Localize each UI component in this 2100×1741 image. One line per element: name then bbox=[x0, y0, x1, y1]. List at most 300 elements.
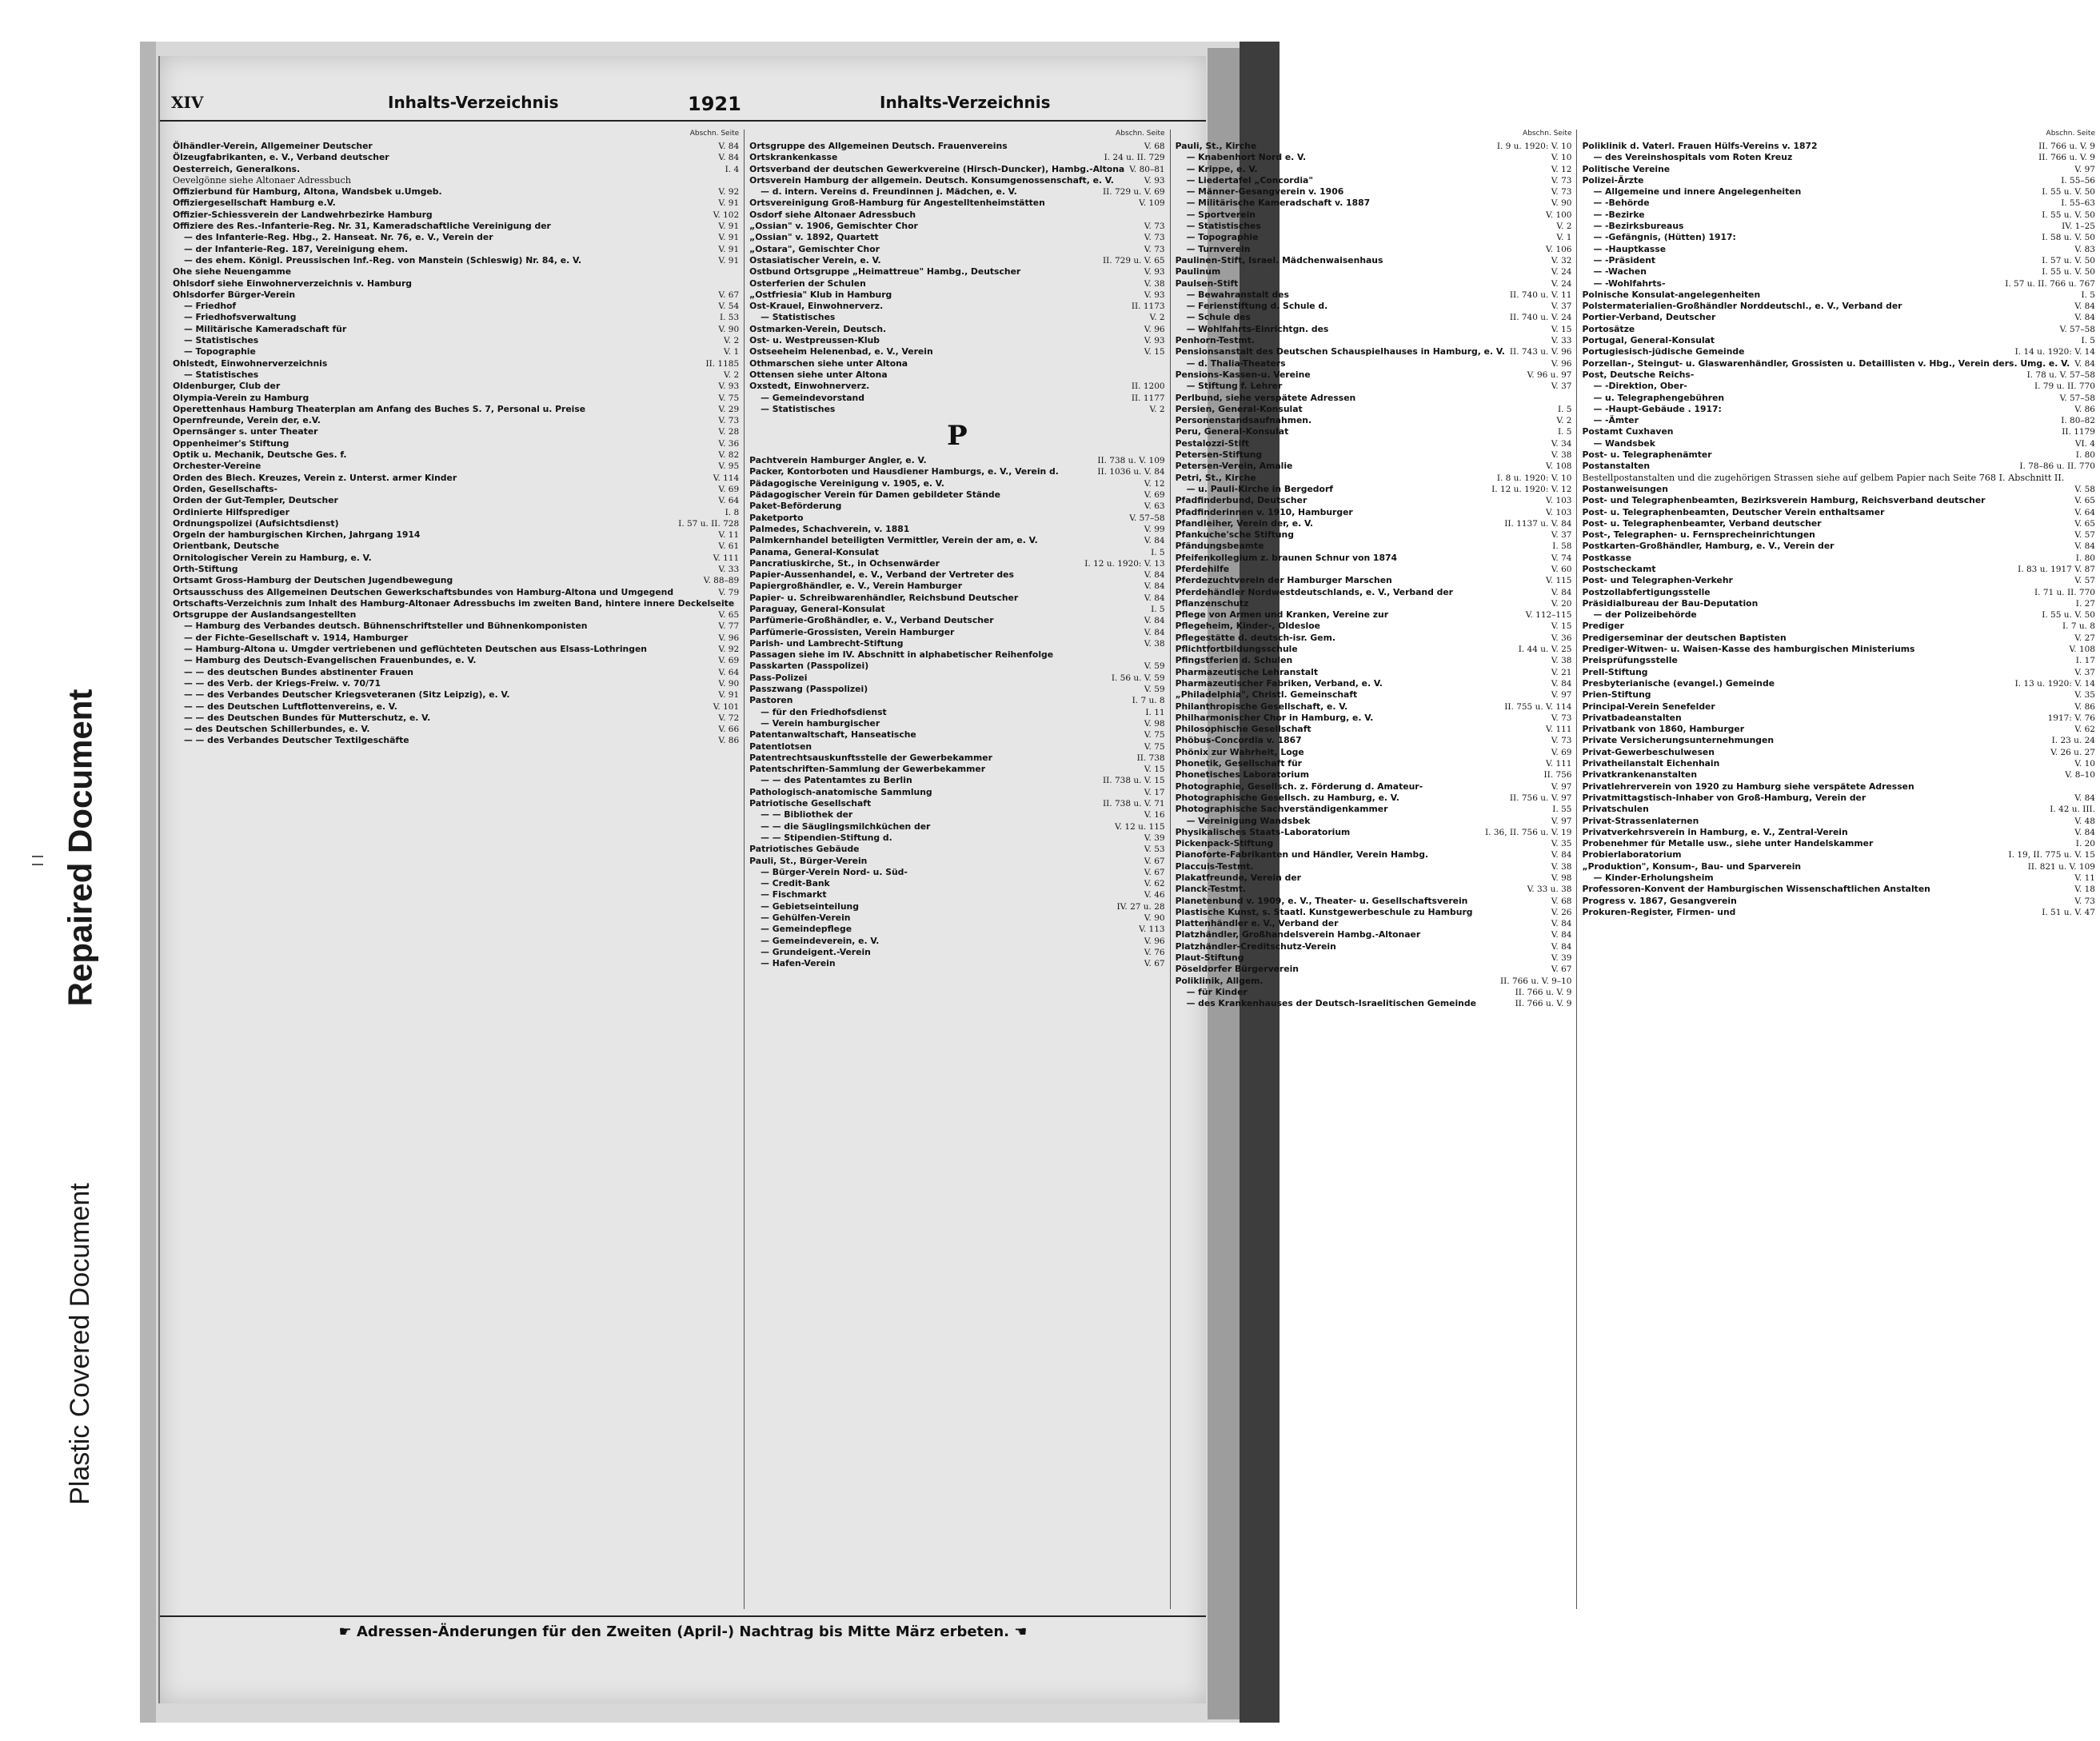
entry-text: Oxstedt, Einwohnerverz. bbox=[749, 381, 870, 392]
entry-reference: 1917: V. 76 bbox=[2047, 713, 2095, 723]
entry-reference: V. 103 bbox=[1546, 507, 1572, 517]
index-entry bbox=[1582, 678, 2095, 689]
index-entry bbox=[1582, 621, 2095, 632]
entry-reference: I. 78–86 u. II. 770 bbox=[2019, 461, 2095, 472]
entry-text: — Friedhof bbox=[184, 301, 237, 312]
index-entry bbox=[749, 889, 1164, 900]
index-entry bbox=[173, 141, 739, 152]
entry-reference: V. 24 bbox=[1551, 278, 1572, 289]
index-entry bbox=[1176, 404, 1572, 415]
entry-reference: I. 83 u. 1917 V. 87 bbox=[2018, 564, 2095, 574]
index-entry bbox=[749, 210, 1164, 221]
entry-reference: I. 5 bbox=[1557, 427, 1572, 437]
entry-text: — — des Verbandes Deutscher Textilgeschäfte bbox=[184, 735, 409, 746]
index-entry bbox=[749, 290, 1164, 301]
entry-text: — Friedhofsverwaltung bbox=[184, 312, 297, 323]
index-entry bbox=[173, 598, 739, 609]
index-entry bbox=[1582, 221, 2095, 232]
entry-text: Patentlotsen bbox=[749, 741, 812, 752]
index-entry bbox=[1176, 198, 1572, 209]
index-columns bbox=[168, 130, 2095, 1609]
index-entry bbox=[1176, 415, 1572, 426]
index-entry bbox=[1582, 415, 2095, 426]
entry-reference: V. 37 bbox=[2074, 667, 2095, 677]
entry-reference: IV. 1–25 bbox=[2062, 222, 2095, 232]
entry-text: Probenehmer für Metalle usw., siehe unter Handelskammer bbox=[1582, 838, 1874, 849]
entry-text: Planck-Testmt. bbox=[1175, 884, 1247, 895]
entry-text: Phonetisches Laboratorium bbox=[1175, 769, 1309, 781]
entry-text: Portosätze bbox=[1582, 323, 1635, 334]
index-entry bbox=[1582, 598, 2095, 609]
entry-text: Plattenhändler e. V., Verband der bbox=[1175, 918, 1339, 929]
entry-text: Postkasse bbox=[1582, 552, 1632, 563]
entry-text: — Topographie bbox=[1186, 232, 1259, 243]
document-page bbox=[158, 56, 2095, 1703]
entry-reference: I. 55–56 bbox=[2061, 175, 2095, 186]
index-entry bbox=[173, 667, 739, 678]
entry-reference: V. 62 bbox=[1144, 879, 1165, 889]
entry-reference: I. 55 u. V. 50 bbox=[2042, 187, 2095, 198]
entry-reference: V. 113 bbox=[1139, 924, 1165, 935]
entry-text: Passkarten (Passpolizei) bbox=[749, 661, 869, 672]
index-entry bbox=[173, 564, 739, 575]
index-entry bbox=[749, 947, 1164, 958]
entry-text: Opernsänger s. unter Theater bbox=[173, 426, 318, 437]
index-entry bbox=[749, 821, 1164, 833]
entry-reference: V. 17 bbox=[1144, 787, 1165, 797]
entry-text: Pferdezuchtverein der Hamburger Marschen bbox=[1175, 575, 1392, 586]
entry-reference: I. 55 u. V. 50 bbox=[2042, 610, 2095, 621]
index-entry bbox=[173, 609, 739, 621]
entry-reference: V. 84 bbox=[2074, 827, 2095, 837]
index-entry bbox=[1176, 701, 1572, 713]
entry-reference: II. 729 u. V. 69 bbox=[1103, 187, 1165, 198]
index-entry bbox=[1582, 724, 2095, 735]
index-entry bbox=[749, 255, 1164, 266]
entry-text: Operettenhaus Hamburg Theaterplan am Anfang des Buches S. 7, Personal u. Preise bbox=[173, 403, 586, 414]
entry-text: — des Vereinshospitals vom Roten Kreuz bbox=[1593, 152, 1793, 163]
entry-text: Pfingstferien d. Schulen bbox=[1175, 655, 1293, 666]
entry-text: Pflegestätte d. deutsch-isr. Gem. bbox=[1175, 632, 1335, 643]
entry-reference: V. 2 bbox=[1149, 313, 1165, 323]
entry-text: — Allgemeine und innere Angelegenheiten bbox=[1593, 186, 1802, 198]
entry-reference: V. 100 bbox=[1546, 210, 1572, 220]
entry-text: — Topographie bbox=[184, 346, 256, 357]
index-entry bbox=[1582, 255, 2095, 266]
entry-text: Offiziere des Res.-Infanterie-Reg. Nr. 31, Kameradschaftliche Vereinigung der bbox=[173, 221, 551, 232]
entry-reference: II. 738 u. V. 109 bbox=[1097, 456, 1165, 466]
entry-text: Privatverkehrsverein in Hamburg, e. V., Zentral-Verein bbox=[1582, 826, 1848, 837]
entry-text: Ornitologischer Verein zu Hamburg, e. V. bbox=[173, 552, 372, 563]
entry-text: Oevelgönne siehe Altonaer Adressbuch bbox=[173, 174, 351, 186]
index-entry bbox=[173, 518, 739, 529]
entry-reference: V. 46 bbox=[1144, 890, 1165, 900]
index-entry bbox=[1582, 689, 2095, 701]
entry-reference: V. 21 bbox=[1551, 667, 1572, 677]
index-entry bbox=[1176, 438, 1572, 449]
entry-reference: I. 57 u. V. 50 bbox=[2042, 255, 2095, 266]
entry-reference: II. 740 u. V. 11 bbox=[1509, 290, 1572, 300]
index-entry bbox=[1582, 633, 2095, 644]
header-title-left: Inhalts-Verzeichnis bbox=[388, 93, 559, 112]
entry-text: Prell-Stiftung bbox=[1582, 666, 1648, 677]
index-entry bbox=[1582, 907, 2095, 918]
entry-text: — Statistisches bbox=[761, 403, 836, 414]
index-entry bbox=[1176, 598, 1572, 609]
entry-reference: V. 53 bbox=[1144, 845, 1165, 855]
entry-text: — des Krankenhauses der Deutsch-Israelitischen Gemeinde bbox=[1186, 998, 1476, 1009]
entry-reference: I. 58 bbox=[1552, 541, 1572, 552]
entry-reference: V. 84 bbox=[1144, 581, 1165, 592]
entry-reference: V. 26 u. 27 bbox=[2050, 747, 2095, 757]
entry-text: Packer, Kontorboten und Hausdiener Hamburgs, e. V., Verein d. bbox=[749, 466, 1059, 477]
entry-reference: V. 54 bbox=[718, 301, 740, 312]
index-entry bbox=[749, 152, 1164, 163]
index-entry bbox=[1176, 426, 1572, 437]
entry-text: „Produktion", Konsum-, Bau- und Sparverein bbox=[1582, 861, 1802, 872]
entry-text: — -Haupt-Gebäude . 1917: bbox=[1593, 403, 1722, 414]
entry-reference: I. 57 u. II. 728 bbox=[678, 518, 740, 529]
index-entry bbox=[1176, 518, 1572, 529]
entry-text: Phonetik, Gesellschaft für bbox=[1175, 758, 1302, 769]
entry-reference: I. 5 bbox=[2081, 336, 2095, 346]
entry-reference: V. 91 bbox=[718, 690, 740, 701]
entry-reference: I. 71 u. II. 770 bbox=[2034, 587, 2095, 597]
entry-text: Pfandleiher, Verein der, e. V. bbox=[1175, 517, 1314, 529]
index-entry bbox=[749, 729, 1164, 741]
index-entry bbox=[1176, 164, 1572, 175]
plastic-covered-text: Plastic Covered Document bbox=[64, 1182, 95, 1505]
entry-text: Offizier-Schiessverein der Landwehrbezirke Hamburg bbox=[173, 209, 433, 220]
index-entry bbox=[1582, 438, 2095, 449]
index-entry bbox=[749, 627, 1164, 638]
entry-reference: I. 11 bbox=[1145, 707, 1165, 717]
entry-text: Pharmazeutischer Fabriken, Verband, e. V. bbox=[1175, 677, 1383, 689]
index-entry bbox=[749, 569, 1164, 581]
index-entry bbox=[1582, 655, 2095, 666]
entry-reference: II. 740 u. V. 24 bbox=[1509, 313, 1572, 323]
index-entry bbox=[749, 707, 1164, 718]
entry-reference: V. 62 bbox=[2074, 725, 2095, 735]
entry-reference: V. 98 bbox=[1551, 873, 1572, 883]
entry-text: „Ossian" v. 1906, Gemischter Chor bbox=[749, 221, 918, 232]
entry-reference: V. 36 bbox=[718, 438, 740, 449]
entry-reference: V. 84 bbox=[1551, 678, 1572, 689]
entry-reference: V. 96 bbox=[1551, 358, 1572, 369]
entry-text: Politische Vereine bbox=[1582, 163, 1671, 174]
index-entry bbox=[1582, 198, 2095, 209]
entry-reference: V. 10 bbox=[2074, 759, 2095, 769]
entry-reference: V. 38 bbox=[1551, 861, 1572, 872]
index-entry bbox=[1582, 529, 2095, 541]
entry-text: Olympia-Verein zu Hamburg bbox=[173, 392, 309, 403]
entry-text: „Ostara", Gemischter Chor bbox=[749, 243, 880, 254]
entry-text: Pferdehilfe bbox=[1175, 563, 1230, 574]
entry-reference: V. 91 bbox=[718, 198, 740, 209]
entry-text: Postanstalten bbox=[1582, 461, 1651, 472]
index-entry bbox=[1582, 575, 2095, 586]
entry-reference: V. 1 bbox=[1556, 233, 1572, 243]
entry-text: Ohlsdorf siehe Einwohnerverzeichnis v. Hamburg bbox=[173, 278, 413, 289]
entry-text: Papiergroßhändler, e. V., Verein Hamburger bbox=[749, 581, 963, 592]
entry-reference: II. 738 u. V. 15 bbox=[1103, 776, 1165, 786]
entry-text: Predigerseminar der deutschen Baptisten bbox=[1582, 632, 1787, 643]
entry-text: Patentanwaltschaft, Hanseatische bbox=[749, 729, 916, 741]
index-entry bbox=[749, 404, 1164, 415]
index-entry bbox=[749, 198, 1164, 209]
index-entry bbox=[1582, 449, 2095, 461]
repaired-document-text: Repaired Document bbox=[61, 689, 98, 1007]
entry-reference: V. 26 bbox=[1551, 907, 1572, 917]
entry-text: Privatlehrerverein von 1920 zu Hamburg siehe verspätete Adressen bbox=[1582, 781, 1914, 792]
entry-text: Prokuren-Register, Firmen- und bbox=[1582, 906, 1736, 917]
index-entry bbox=[1582, 507, 2095, 518]
index-entry bbox=[173, 198, 739, 209]
index-entry bbox=[749, 753, 1164, 764]
index-entry bbox=[173, 210, 739, 221]
entry-reference: V. 2 bbox=[724, 336, 740, 346]
index-entry bbox=[1176, 244, 1572, 255]
index-entry bbox=[1176, 621, 1572, 632]
entry-reference: V. 67 bbox=[718, 290, 740, 300]
entry-reference: I. 12 u. 1920: V. 12 bbox=[1491, 484, 1572, 494]
entry-reference: V. 36 bbox=[1551, 633, 1572, 643]
index-entry bbox=[749, 901, 1164, 912]
entry-text: — Liedertafel „Concordia" bbox=[1186, 174, 1313, 186]
entry-reference: V. 57–58 bbox=[1129, 513, 1165, 523]
entry-reference: V. 88–89 bbox=[703, 576, 740, 586]
index-entry bbox=[1176, 369, 1572, 381]
entry-text: — u. Telegraphengebühren bbox=[1593, 392, 1725, 403]
index-entry bbox=[173, 278, 739, 290]
column-heading: Abschn. Seite bbox=[2046, 130, 2095, 138]
header-title-right: Inhalts-Verzeichnis bbox=[880, 93, 1051, 112]
entry-text: Pathologisch-anatomische Sammlung bbox=[749, 786, 932, 797]
entry-reference: I. 80 bbox=[2075, 450, 2095, 461]
index-entry bbox=[1582, 872, 2095, 884]
entry-text: Postscheckamt bbox=[1582, 563, 1656, 574]
entry-text: Ölzeugfabrikanten, e. V., Verband deutscher bbox=[173, 152, 389, 163]
entry-text: — -Behörde bbox=[1593, 198, 1650, 209]
entry-reference: V. 60 bbox=[1551, 564, 1572, 574]
index-entry bbox=[1582, 667, 2095, 678]
index-entry bbox=[1582, 324, 2095, 335]
entry-text: — für Kinder bbox=[1186, 986, 1248, 997]
entry-text: Pöseldorfer Bürgerverein bbox=[1175, 964, 1299, 975]
entry-reference: II. 1200 bbox=[1131, 381, 1165, 392]
entry-text: — Gebietseinteilung bbox=[761, 900, 859, 912]
entry-text: Persien, General-Konsulat bbox=[1175, 403, 1303, 414]
entry-reference: V. 84 bbox=[718, 153, 740, 163]
index-entry bbox=[749, 833, 1164, 844]
entry-text: — Gemeindevorstand bbox=[761, 392, 864, 403]
entry-reference: V. 106 bbox=[1546, 244, 1572, 254]
entry-text: — -Direktion, Ober- bbox=[1593, 381, 1687, 392]
index-entry bbox=[1176, 838, 1572, 849]
index-entry bbox=[1582, 495, 2095, 506]
entry-text: Post- u. Telegraphenbeamten, Deutscher Verein enthaltsamer bbox=[1582, 506, 1885, 517]
index-entry bbox=[749, 775, 1164, 786]
entry-text: — Statistisches bbox=[761, 312, 836, 323]
entry-text: — Turnverein bbox=[1186, 243, 1251, 254]
index-entry bbox=[1176, 872, 1572, 884]
entry-text: Personenstandsaufnahmen. bbox=[1175, 415, 1312, 426]
index-entry bbox=[173, 701, 739, 713]
entry-text: Physikalisches Staats-Laboratorium bbox=[1175, 826, 1351, 837]
entry-text: Post, Deutsche Reichs- bbox=[1582, 369, 1695, 380]
entry-reference: I. 5 bbox=[1557, 404, 1572, 414]
index-entry bbox=[1582, 701, 2095, 713]
index-entry bbox=[173, 724, 739, 735]
entry-text: Paket-Beförderung bbox=[749, 501, 842, 512]
entry-text: Post- und Telegraphenbeamten, Bezirksverein Hamburg, Reichsverband deutscher bbox=[1582, 495, 1986, 506]
entry-text: Optik u. Mechanik, Deutsche Ges. f. bbox=[173, 449, 347, 461]
index-entry bbox=[1176, 473, 1572, 484]
entry-text: Orden des Blech. Kreuzes, Verein z. Unterst. armer Kinder bbox=[173, 472, 457, 483]
entry-reference: I. 80–82 bbox=[2061, 416, 2095, 426]
entry-text: — d. intern. Vereins d. Freundinnen j. Mädchen, e. V. bbox=[761, 186, 1017, 198]
index-entry bbox=[1176, 141, 1572, 152]
entry-text: — -Bezirke bbox=[1593, 209, 1645, 220]
index-entry bbox=[1176, 667, 1572, 678]
index-entry bbox=[1176, 461, 1572, 472]
index-entry bbox=[173, 244, 739, 255]
entry-reference: II. 738 bbox=[1136, 753, 1165, 763]
entry-text: Ölhändler-Verein, Allgemeiner Deutscher bbox=[173, 141, 373, 151]
entry-text: Osterferien der Schulen bbox=[749, 278, 866, 289]
entry-reference: V. 92 bbox=[718, 645, 740, 655]
entry-reference: V. 77 bbox=[718, 621, 740, 632]
entry-reference: V. 67 bbox=[1144, 959, 1165, 969]
index-entry bbox=[1582, 884, 2095, 895]
entry-text: Palmedes, Schachverein, v. 1881 bbox=[749, 523, 910, 534]
entry-text: Pensions-Kassen-u. Vereine bbox=[1175, 369, 1311, 380]
entry-text: Parish- und Lambrecht-Stiftung bbox=[749, 637, 904, 649]
index-entry bbox=[1582, 426, 2095, 437]
index-entry bbox=[749, 787, 1164, 798]
index-entry bbox=[749, 741, 1164, 753]
entry-text: Platzhändler, Großhandelsverein Hambg.-Altonaer bbox=[1175, 929, 1421, 940]
entry-reference: V. 69 bbox=[1551, 747, 1572, 757]
entry-reference: V. 73 bbox=[1551, 713, 1572, 723]
entry-text: — Militärische Kameradschaft v. 1887 bbox=[1186, 198, 1371, 209]
index-entry bbox=[1582, 266, 2095, 278]
repaired-document-label bbox=[0, 640, 160, 1056]
entry-reference: V. 32 bbox=[1551, 255, 1572, 266]
index-entry bbox=[1582, 393, 2095, 404]
entry-text: Ordinierte Hilfsprediger bbox=[173, 506, 289, 517]
index-entry bbox=[1176, 816, 1572, 827]
index-entry bbox=[173, 575, 739, 586]
index-entry bbox=[1176, 210, 1572, 221]
entry-text: — Hamburg des Deutsch-Evangelischen Frauenbundes, e. V. bbox=[184, 655, 477, 666]
index-entry bbox=[749, 615, 1164, 626]
entry-text: Planetenbund v. 1909, e. V., Theater- u. Gesellschaftsverein bbox=[1175, 895, 1468, 906]
index-entry bbox=[173, 713, 739, 724]
entry-text: — des Deutschen Schillerbundes, e. V. bbox=[184, 724, 370, 735]
entry-text: — Fischmarkt bbox=[761, 889, 827, 900]
entry-reference: II. 743 u. V. 96 bbox=[1509, 347, 1572, 357]
column-heading: Abschn. Seite bbox=[1523, 130, 1572, 138]
index-entry bbox=[173, 449, 739, 461]
index-entry bbox=[173, 426, 739, 437]
entry-reference: V. 75 bbox=[1144, 730, 1165, 741]
entry-reference: V. 91 bbox=[718, 233, 740, 243]
entry-reference: V. 108 bbox=[2069, 645, 2095, 655]
entry-text: Orden der Gut-Templer, Deutscher bbox=[173, 495, 338, 506]
entry-reference: V. 84 bbox=[1551, 919, 1572, 929]
entry-text: Oldenburger, Club der bbox=[173, 381, 281, 392]
index-entry bbox=[749, 524, 1164, 535]
entry-reference: V. 73 bbox=[2074, 896, 2095, 906]
entry-text: Photographische Gesellsch. zu Hamburg, e. V. bbox=[1175, 792, 1399, 803]
entry-reference: V. 97 bbox=[1551, 816, 1572, 826]
section-letter: P bbox=[947, 420, 968, 453]
entry-text: Progress v. 1867, Gesangverein bbox=[1582, 895, 1737, 906]
index-entry bbox=[1176, 747, 1572, 758]
entry-reference: V. 57–58 bbox=[2059, 393, 2095, 403]
entry-reference: V. 86 bbox=[2074, 404, 2095, 414]
entry-reference: V. 115 bbox=[1546, 576, 1572, 586]
entry-reference: V. 33 u. 38 bbox=[1527, 884, 1572, 895]
entry-reference: V. 93 bbox=[1144, 290, 1165, 300]
index-entry bbox=[1176, 346, 1572, 357]
entry-reference: I. 56 u. V. 59 bbox=[1111, 673, 1165, 683]
index-entry bbox=[1176, 312, 1572, 323]
entry-text: — — des Deutschen Bundes für Mutterschutz, e. V. bbox=[184, 712, 431, 723]
index-entry bbox=[749, 478, 1164, 489]
entry-text: Othmarschen siehe unter Altona bbox=[749, 357, 908, 369]
entry-text: Oppenheimer's Stiftung bbox=[173, 437, 289, 449]
entry-text: — Statistisches bbox=[184, 335, 259, 346]
entry-text: Probierlaboratorium bbox=[1582, 849, 1682, 861]
entry-reference: V. 84 bbox=[1144, 570, 1165, 581]
entry-reference: II. 756 bbox=[1543, 770, 1572, 781]
entry-text: Palmkernhandel beteiligten Vermittler, Verein der am, e. V. bbox=[749, 535, 1038, 546]
index-entry bbox=[173, 553, 739, 564]
entry-text: Parfümerie-Großhändler, e. V., Verband Deutscher bbox=[749, 615, 994, 626]
entry-reference: V. 98 bbox=[1144, 718, 1165, 729]
entry-text: Privat-Strassenlaternen bbox=[1582, 815, 1699, 826]
entry-reference: V. 39 bbox=[1144, 833, 1165, 843]
entry-reference: I. 55 u. V. 50 bbox=[2042, 267, 2095, 278]
entry-reference: V. 97 bbox=[2074, 164, 2095, 174]
entry-reference: V. 84 bbox=[718, 142, 740, 151]
entry-reference: V. 11 bbox=[2074, 873, 2095, 883]
entry-reference: V. 2 bbox=[1149, 404, 1165, 414]
entry-reference: V. 73 bbox=[1144, 244, 1165, 254]
entry-reference: V. 73 bbox=[1551, 736, 1572, 746]
entry-text: Post- und Telegraphen-Verkehr bbox=[1582, 575, 1733, 586]
header-year: 1921 bbox=[688, 93, 741, 115]
entry-text: Pauli, St., Bürger-Verein bbox=[749, 855, 868, 866]
entry-reference: V. 96 bbox=[1144, 936, 1165, 946]
entry-text: Pianoforte-Fabrikanten und Händler, Verein Hambg. bbox=[1175, 849, 1429, 861]
entry-reference: V. 12 u. 115 bbox=[1114, 821, 1165, 832]
index-entry bbox=[749, 186, 1164, 198]
entry-text: Ortsverband der deutschen Gewerkvereine (Hirsch-Duncker), Hambg.-Altona bbox=[749, 163, 1125, 174]
entry-reference: V. 75 bbox=[718, 393, 740, 403]
index-entry bbox=[1176, 221, 1572, 232]
entry-text: Pädagogische Vereinigung v. 1905, e. V. bbox=[749, 477, 944, 489]
entry-reference: II. 729 u. V. 65 bbox=[1103, 255, 1165, 266]
index-entry bbox=[1582, 713, 2095, 724]
entry-text: Patentrechtsauskunftsstelle der Gewerbekammer bbox=[749, 752, 992, 763]
entry-text: — — Stipendien-Stiftung d. bbox=[761, 832, 892, 843]
entry-reference: II. 1137 u. V. 84 bbox=[1504, 518, 1572, 529]
entry-text: — Verein hamburgischer bbox=[761, 717, 880, 729]
entry-reference: V. 15 bbox=[1551, 621, 1572, 632]
